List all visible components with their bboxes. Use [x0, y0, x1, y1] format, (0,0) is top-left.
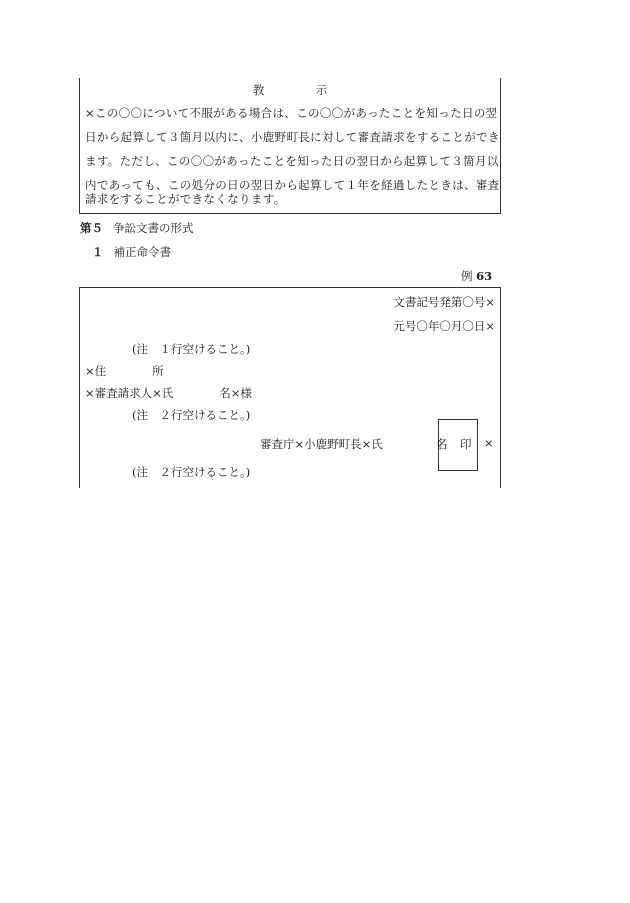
recipient-label: ×審査請求人×氏 名×様: [85, 386, 252, 400]
document-date: 元号〇年〇月〇日×: [393, 319, 495, 333]
instruction-box: [79, 78, 501, 214]
subsection-heading: [92, 244, 171, 260]
example-number: 63: [476, 269, 493, 283]
instruction-title: 教 示: [252, 83, 348, 97]
subsection-number: １: [92, 245, 104, 259]
instruction-line-last: 請求をすることができなくなります。: [85, 192, 286, 206]
instruction-line: 内であっても、この処分の日の翌日から起算して１年を経過したときは、審査: [85, 178, 500, 192]
note-blank-lines: (注 ２行空けること。): [132, 465, 251, 479]
document-number: 文書記号発第〇号×: [393, 295, 495, 309]
instruction-line: 日から起算して３箇月以内に、小鹿野町長に対して審査請求をすることができ: [85, 130, 500, 144]
seal-trailing-mark: ×: [484, 436, 494, 450]
seal-name-char: 名: [436, 437, 448, 451]
subsection-title: 補正命令書: [113, 245, 171, 259]
section-number: 第５: [80, 221, 103, 235]
form-box: [79, 287, 501, 488]
section-heading: [80, 220, 194, 236]
address-label: ×住 所: [85, 364, 164, 378]
example-label: [461, 268, 492, 284]
seal-mark: 印: [460, 437, 472, 451]
note-blank-line: (注 １行空けること。): [132, 342, 251, 356]
issuer-line: 審査庁×小鹿野町長×氏: [260, 437, 429, 451]
example-prefix: 例: [461, 269, 473, 283]
section-title: 争訟文書の形式: [113, 221, 194, 235]
instruction-line: ます。ただし、この〇〇があったことを知った日の翌日から起算して３箇月以: [85, 154, 499, 168]
instruction-line: ×この〇〇について不服がある場合は、この〇〇があったことを知った日の翌: [85, 106, 498, 120]
note-blank-lines: (注 ２行空けること。): [132, 408, 251, 422]
